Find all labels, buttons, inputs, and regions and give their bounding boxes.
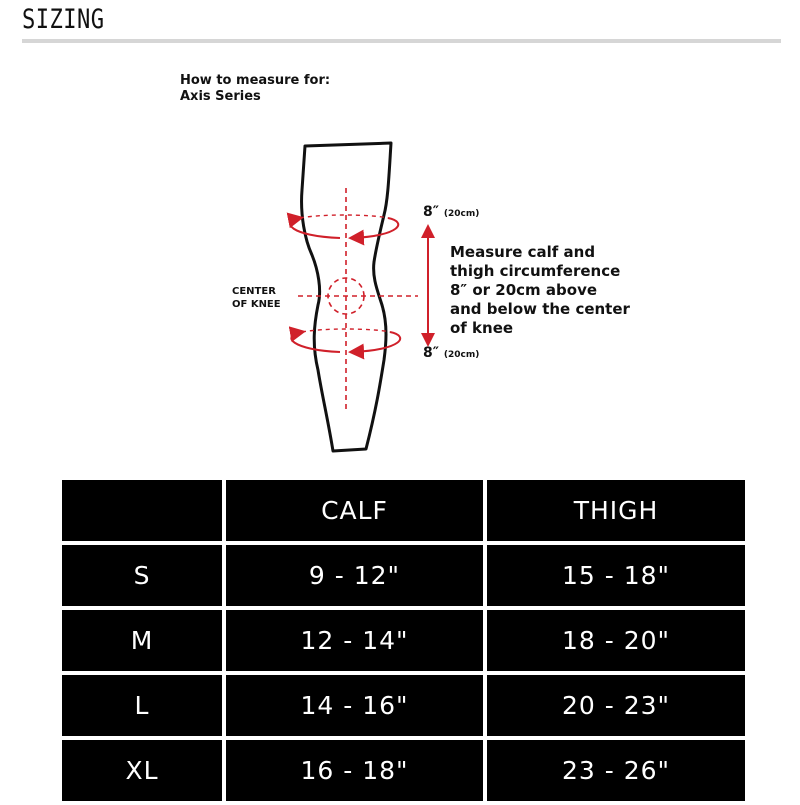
measure-intro-line: How to measure for: (180, 73, 331, 88)
instruction-line: and below the center (450, 300, 630, 318)
table-row (62, 675, 745, 736)
calf-circumference-arc (352, 332, 400, 352)
table-header-row (62, 480, 745, 541)
thigh-cell: 18 - 20" (487, 610, 745, 671)
center-of-knee-label (232, 285, 281, 311)
top-measurement (423, 204, 479, 220)
top-measure-unit: (20cm) (443, 209, 480, 219)
header-cell-size (62, 480, 222, 541)
thigh-circumference-arc (352, 218, 398, 238)
bottom-measurement (423, 345, 479, 361)
table-row (62, 610, 745, 671)
distance-arrow-up-icon (421, 224, 435, 238)
size-cell: XL (62, 740, 222, 801)
calf-cell: 14 - 16" (226, 675, 483, 736)
instruction-line: thigh circumference (450, 262, 621, 280)
page-title: SIZING (22, 4, 105, 35)
size-cell: L (62, 675, 222, 736)
center-label-line: OF KNEE (232, 299, 281, 310)
product-series-name: Axis Series (180, 89, 261, 104)
top-measure-value: 8″ (423, 204, 439, 220)
thigh-cell: 23 - 26" (487, 740, 745, 801)
thigh-circumference-arc (290, 218, 340, 238)
center-label-line: CENTER (232, 286, 276, 297)
header-cell-thigh: THIGH (487, 480, 745, 541)
calf-cell: 9 - 12" (226, 545, 483, 606)
instruction-line: 8″ or 20cm above (450, 281, 598, 299)
instruction-line: Measure calf and (450, 243, 596, 261)
bottom-measure-value: 8″ (423, 345, 439, 361)
bottom-measure-unit: (20cm) (443, 350, 480, 360)
thigh-cell: 15 - 18" (487, 545, 745, 606)
size-cell: M (62, 610, 222, 671)
calf-cell: 12 - 14" (226, 610, 483, 671)
thigh-cell: 20 - 23" (487, 675, 745, 736)
instruction-line: of knee (450, 319, 514, 337)
table-row (62, 545, 745, 606)
measurement-instructions (450, 243, 650, 338)
thigh-circumference-back (300, 215, 388, 218)
table-row (62, 740, 745, 801)
size-chart-table (58, 476, 749, 805)
header-cell-calf: CALF (226, 480, 483, 541)
calf-cell: 16 - 18" (226, 740, 483, 801)
size-cell: S (62, 545, 222, 606)
